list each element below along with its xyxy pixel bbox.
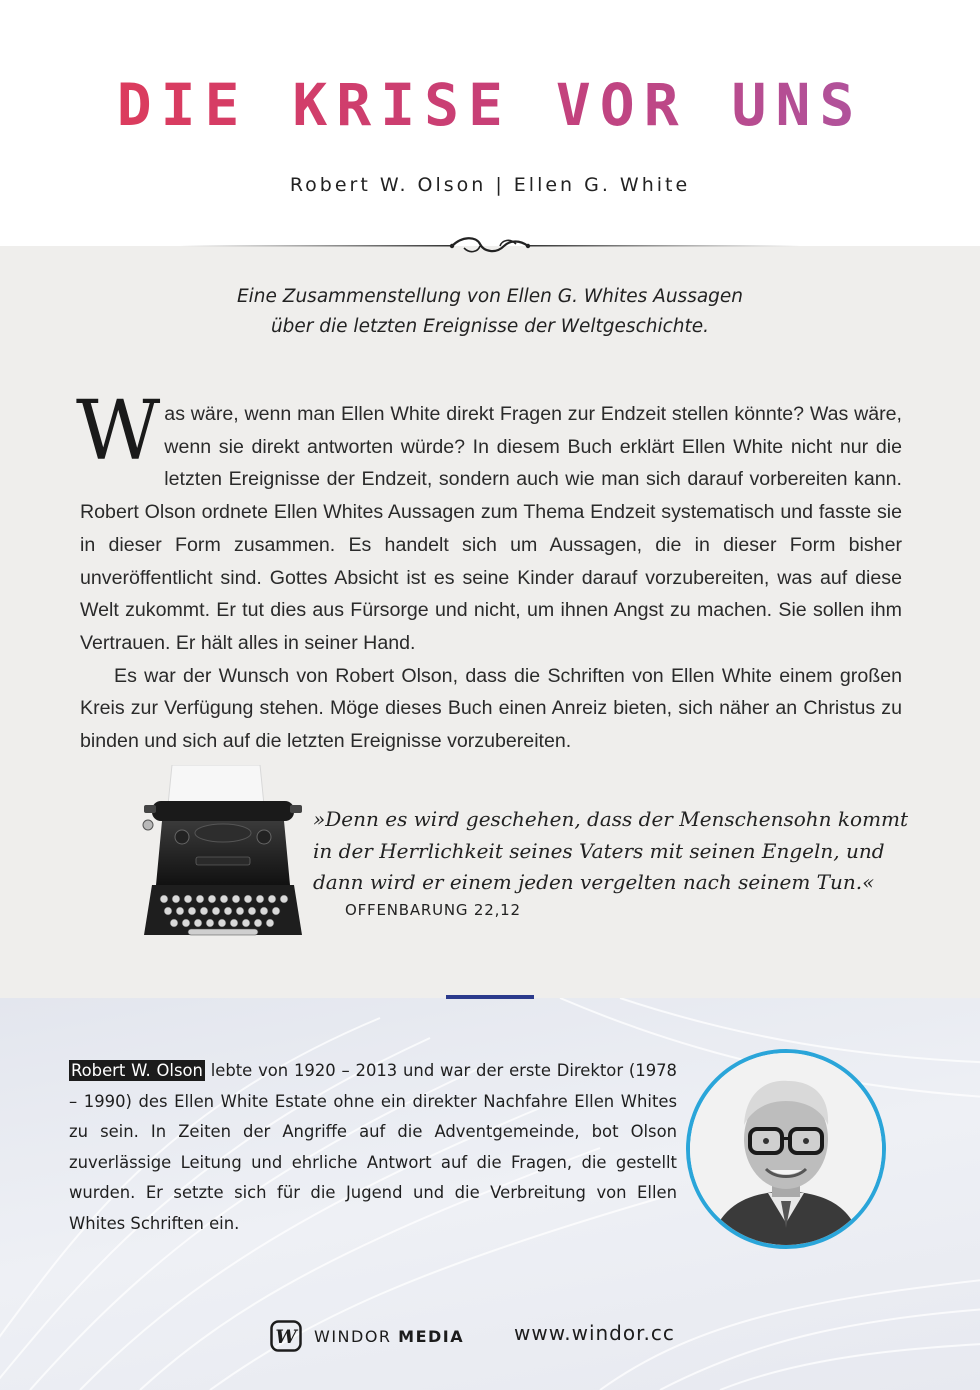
portrait-drawing xyxy=(690,1053,882,1245)
subtitle-line-1: Eine Zusammenstellung von Ellen G. Whites Aussagen xyxy=(236,286,744,307)
typewriter-image xyxy=(138,765,308,945)
portrait-photo xyxy=(686,1049,886,1249)
description-paragraph-1 xyxy=(76,384,902,660)
logo-letter: W xyxy=(275,1326,297,1348)
author-biography xyxy=(69,1056,677,1239)
author-name-highlight: Robert W. Olson xyxy=(71,1061,203,1080)
quote-line-2: in der Herrlichkeit seines Vaters mit seinen Engeln, und xyxy=(313,838,885,863)
book-title: DIE KRISE VOR UNS xyxy=(0,70,980,140)
description-text xyxy=(76,384,902,758)
flourish-divider-icon xyxy=(180,232,800,260)
bio-text: lebte von 1920 – 2013 und war der erste Direktor (1978 – 1990) des Ellen White Estate ohne ein direkter Nachfahre Ellen Whites zu sein. In Zeiten der Angriffe auf die Adventgemeinde, bot Olson zuverlässige Leitung und ehrliche Antwort auf die Fragen, die gestellt wurden. Er setzte sich für die Jugend und die Verbreitung von Ellen Whites Schriften ein. xyxy=(69,1061,677,1233)
description-paragraph-2: Es war der Wunsch von Robert Olson, dass die Schriften von Ellen White einem großen Kreis zur Verfügung stehen. Möge dieses Buch einen Anreiz bieten, sich näher an Christus zu binden und sich auf die letzten Ereignisse vorzubereiten. xyxy=(80,664,902,753)
header-section xyxy=(0,0,980,246)
publisher-website: www.windor.cc xyxy=(514,1321,675,1345)
brand-bold: MEDIA xyxy=(398,1327,465,1346)
windor-logo-icon xyxy=(270,1320,302,1352)
drop-cap: W xyxy=(76,384,161,479)
quote-line-1: »Denn es wird geschehen, dass der Menschensohn kommt xyxy=(313,807,909,831)
quote-reference: OFFENBARUNG 22,12 xyxy=(345,901,521,919)
publisher-name xyxy=(314,1327,464,1346)
quote-line-3: dann wird er einem jeden vergelten nach seinem Tun.« xyxy=(313,870,875,894)
paragraph-1-text: as wäre, wenn man Ellen White direkt Fragen zur Endzeit stellen könnte? Was wäre, wenn sie direkt antworten würde? In diesem Buch erklärt Ellen White nicht nur die letzten Ereignisse der Endzeit, sondern auch wie man sich darauf vorbereiten kann. Robert Olson ordnete Ellen Whites Aussagen zum Thema Endzeit systematisch und fasste sie in dieser Form zusammen. Es handelt sich um Aussagen, die in dieser Form bisher unveröffentlicht sind. Gottes Absicht ist es seine Kinder darauf vorzubereiten, was auf diese Welt zukommt. Er tut dies aus Fürsorge und nicht, um ihnen Angst zu machen. Sie sollen ihm Vertrauen. Er hält alles in seiner Hand. xyxy=(80,403,902,654)
book-authors: Robert W. Olson | Ellen G. White xyxy=(289,174,691,196)
brand-light: WINDOR xyxy=(314,1327,392,1346)
subtitle-line-2: über die letzten Ereignisse der Weltgeschichte. xyxy=(270,316,710,337)
section-divider xyxy=(446,995,534,999)
book-subtitle xyxy=(140,282,840,342)
bible-quote xyxy=(313,804,913,899)
bio-paragraph xyxy=(69,1056,677,1239)
